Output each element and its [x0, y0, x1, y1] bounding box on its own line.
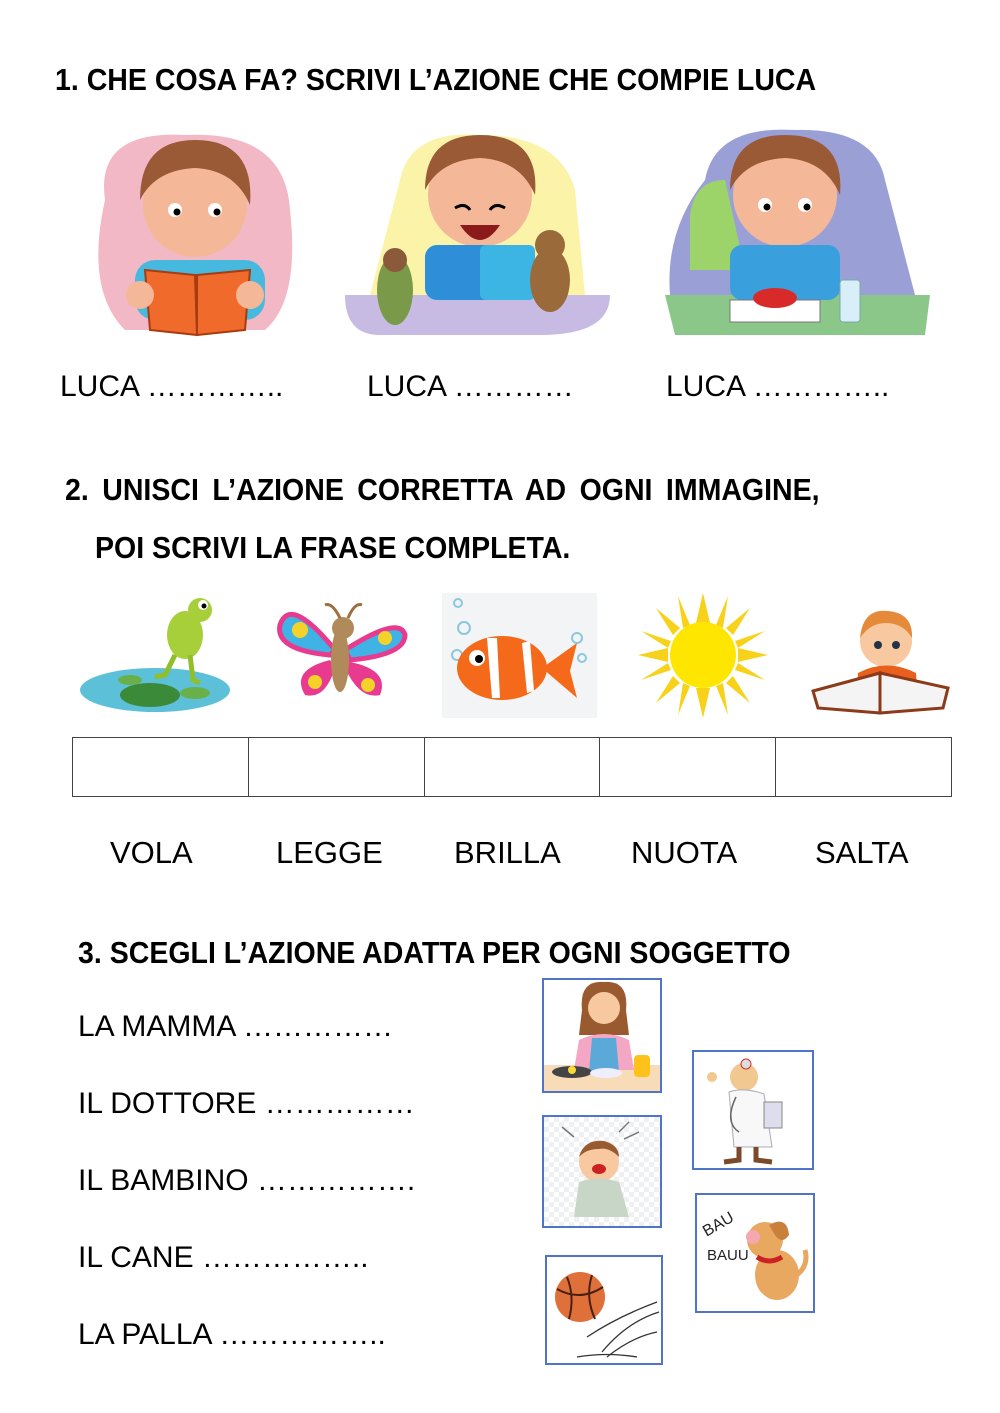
sun-icon [638, 593, 768, 718]
svg-text:BAU: BAU [700, 1209, 738, 1241]
exercise-1-answer-1: LUCA ………….. [60, 370, 284, 403]
subject-la-palla: LA PALLA …………….. [78, 1318, 386, 1351]
boy-playing-icon [340, 120, 615, 340]
answer-cell-2[interactable] [249, 738, 425, 796]
answer-cell-1[interactable] [73, 738, 249, 796]
boy-eating-icon [655, 120, 930, 340]
boy-reading-icon [85, 120, 300, 340]
mother-cooking-icon [542, 978, 662, 1093]
dog-barking-icon [695, 1193, 815, 1313]
answer-cell-5[interactable] [776, 738, 951, 796]
frog-jumping-icon [75, 595, 235, 715]
exercise-1-answer-3: LUCA ………….. [666, 370, 890, 403]
action-word-nuota: NUOTA [631, 835, 738, 870]
action-word-legge: LEGGE [276, 835, 383, 870]
boy-reading-book-icon [808, 603, 953, 718]
action-word-salta: SALTA [815, 835, 909, 870]
ball-bouncing-icon [545, 1255, 663, 1365]
doctor-stethoscope-icon [692, 1050, 814, 1170]
answer-cell-4[interactable] [600, 738, 776, 796]
answer-grid [72, 737, 952, 797]
action-word-vola: VOLA [110, 835, 193, 870]
subject-la-mamma: LA MAMMA …………… [78, 1010, 394, 1043]
action-word-brilla: BRILLA [454, 835, 561, 870]
exercise-1-answer-2: LUCA ………… [367, 370, 574, 403]
subject-il-dottore: IL DOTTORE …………… [78, 1087, 415, 1120]
exercise-2-title-line-2: POI SCRIVI LA FRASE COMPLETA. [95, 530, 571, 565]
butterfly-icon [270, 600, 410, 705]
clownfish-icon [442, 593, 597, 718]
answer-cell-3[interactable] [425, 738, 601, 796]
exercise-3-title: 3. SCEGLI L’AZIONE ADATTA PER OGNI SOGGETTO [78, 935, 791, 970]
exercise-1-title: 1. CHE COSA FA? SCRIVI L’AZIONE CHE COMPIE LUCA [55, 62, 817, 97]
subject-il-bambino: IL BAMBINO ……………. [78, 1164, 416, 1197]
svg-text:BAUU: BAUU [707, 1247, 749, 1264]
exercise-2-title-line-1: 2. UNISCI L’AZIONE CORRETTA AD OGNI IMMAGINE, [65, 472, 820, 507]
subject-il-cane: IL CANE …………….. [78, 1241, 369, 1274]
baby-crying-icon [542, 1115, 662, 1228]
